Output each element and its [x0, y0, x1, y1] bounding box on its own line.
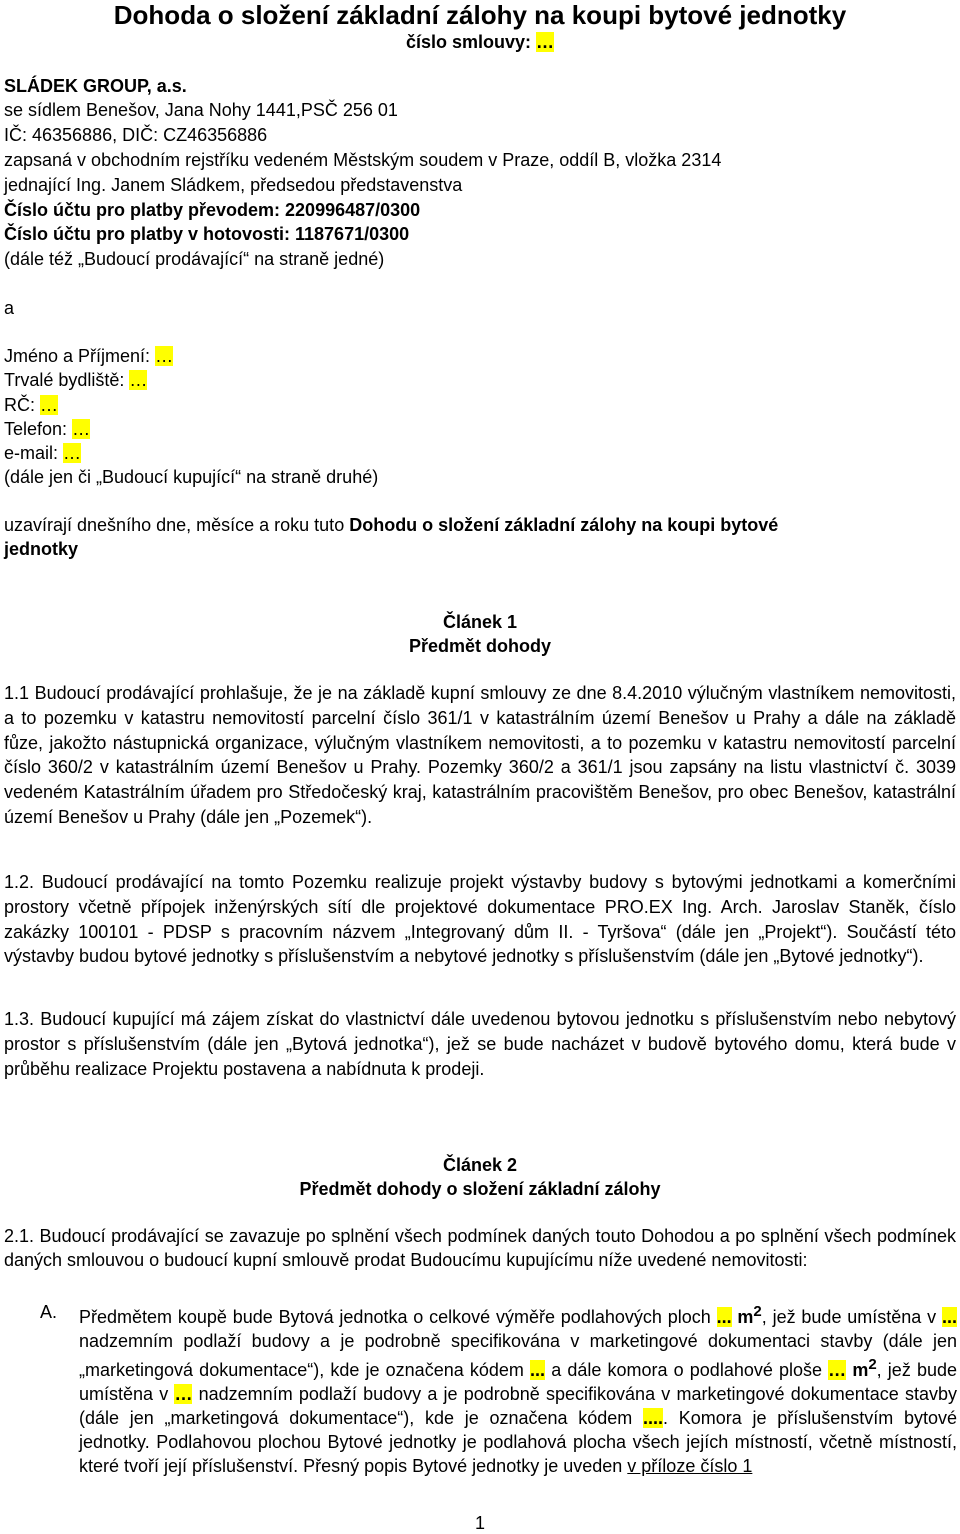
buyer-phone-placeholder: … [72, 419, 91, 439]
unit-sup-storage: 2 [868, 1356, 877, 1373]
and-word: a [4, 298, 15, 318]
contract-number-label: číslo smlouvy: [405, 32, 532, 52]
buyer-phone-label: Telefon: [4, 419, 68, 439]
item-a-part-3: nadzemním podlaží budovy a je podrobně specifikována v marketingové dokumentaci stavby (dále jen „marketingová dokumentace“), kde je označena kódem [79, 1331, 957, 1380]
intro-bold-title-end: jednotky [4, 539, 79, 559]
document-title: Dohoda o složení základní zálohy na koupi bytové jednotky [113, 0, 847, 30]
item-a-letter: A. [40, 1302, 58, 1322]
contract-number-placeholder: … [536, 32, 555, 52]
item-a-part-5: , jež bude umístěna v [79, 1360, 957, 1404]
buyer-email-label: e-mail: [4, 443, 59, 463]
article-2-label: Článek 2 [442, 1155, 518, 1175]
seller-name: SLÁDEK GROUP, a.s. [4, 76, 187, 96]
buyer-alias: (dále jen či „Budoucí kupující“ na straně druhé) [4, 467, 379, 487]
contract-number [0, 31, 960, 53]
unit-m2 [737, 1303, 762, 1327]
storage-floor-placeholder: … [174, 1384, 193, 1404]
item-a-part-4: a dále komora o podlahové ploše [551, 1360, 823, 1380]
item-a-part-1: Předmětem koupě bude Bytová jednotka o celkové výměře podlahových ploch [79, 1307, 711, 1327]
paragraph-2-1: 2.1. Budoucí prodávající se zavazuje po splnění všech podmínek daných touto Dohodou a po splnění všech podmínek daných smlouvou o budoucí kupní smlouvě prodat Budoucímu kupujícímu níže uvedené nemovitosti: [4, 1226, 956, 1270]
floor-placeholder: ... [941, 1307, 957, 1327]
page-number: 1 [474, 1513, 485, 1533]
item-a-part-6: nadzemním podlaží budovy a je podrobně specifikována v marketingové dokumentace stavby (dále jen „marketingová dokumentace“), kde je označena kódem [79, 1384, 957, 1428]
buyer-email-placeholder: … [63, 443, 82, 463]
seller-alias: (dále též „Budoucí prodávající“ na straně jedné) [4, 249, 385, 269]
seller-address: se sídlem Benešov, Jana Nohy 1441,PSČ 256 01 [4, 100, 398, 120]
intro-line [4, 513, 778, 537]
paragraph-1-3: 1.3. Budoucí kupující má zájem získat do vlastnictví dále uvedenou bytovou jednotku s příslušenstvím nebo nebytový prostor s příslušenstvím (dále jen „Bytová jednotka“), jež se bude nacházet v budově bytového domu, která bude v průběhu realizace Projektu postavena a nabídnuta k prodeji. [4, 1009, 956, 1079]
buyer-name-placeholder: … [155, 346, 174, 366]
unit-m2-storage [852, 1356, 877, 1380]
paragraph-1-2: 1.2. Budoucí prodávající na tomto Pozemku realizuje projekt výstavby budovy s bytovými jednotkami a komerčními prostory včetně přípojek inženýrských sítí dle projektové dokumentace PRO.EX Ing. Arch. Jaroslav Staněk, číslo zakázky 100101 - PDSP s pracovním názvem „Integrovaný dům II. - Tyršova“ (dále jen „Projekt“). Součástí této výstavby budou bytové jednotky s příslušenstvím a nebytové jednotky s příslušenstvím (dále jen „Bytové jednotky“). [4, 872, 956, 967]
article-2-title: Předmět dohody o složení základní zálohy [299, 1179, 661, 1199]
buyer-rc-row [4, 393, 58, 417]
unit-m: m [737, 1307, 754, 1327]
intro-bold-title: Dohodu o složení základní zálohy na koupi bytové [349, 515, 779, 535]
intro-text: uzavírají dnešního dne, měsíce a roku tuto [4, 515, 350, 535]
annex-1-reference: v příloze číslo 1 [627, 1456, 753, 1476]
storage-area-placeholder: … [828, 1360, 847, 1380]
unit-m-storage: m [852, 1360, 869, 1380]
seller-registry: zapsaná v obchodním rejstříku vedeném Městským soudem v Praze, oddíl B, vložka 2314 [4, 150, 722, 170]
seller-account-transfer: Číslo účtu pro platby převodem: 220996487/0300 [4, 200, 421, 220]
item-a-part-7: . Komora je příslušenstvím bytové jednotky. Podlahovou plochou Bytové jednotky je podlahová plocha všech jejích místností, včetně místností, které tvoří její příslušenství. Přesný popis Bytové jednotky je uveden [79, 1408, 957, 1476]
buyer-email-row [4, 441, 81, 465]
buyer-residence-row [4, 368, 147, 392]
seller-account-cash: Číslo účtu pro platby v hotovosti: 1187671/0300 [4, 224, 410, 244]
seller-representative: jednající Ing. Janem Sládkem, předsedou představenstva [4, 175, 463, 195]
buyer-rc-label: RČ: [4, 395, 35, 415]
buyer-name-row [4, 344, 173, 368]
article-1-label: Článek 1 [442, 612, 518, 632]
article-1-title: Předmět dohody [408, 636, 551, 656]
paragraph-1-1: 1.1 Budoucí prodávající prohlašuje, že je na základě kupní smlouvy ze dne 8.4.2010 výlučným vlastníkem nemovitosti, a to pozemku v katastru nemovitostí parcelní číslo 361/1 v katastrálním území Benešov u Prahy a dále na základě fůze, jakožto nástupnická organizace, výlučným vlastníkem nemovitosti, a to pozemku v katastru nemovitostí parcelní číslo 360/2 v katastrálním území Benešov u Prahy. Pozemky 360/2 a 361/1 jsou zapsány na listu vlastnictví č. 3039 vedeném Katastrálním úřadem pro Středočeský kraj, katastrálním pracovištěm Benešov, pro obec Benešov, katastrální území Benešov u Prahy (dále jen „Pozemek“). [4, 683, 956, 827]
code-placeholder: ... [530, 1360, 546, 1380]
buyer-rc-placeholder: … [40, 395, 59, 415]
area-placeholder: ... [716, 1307, 732, 1327]
item-a-text [79, 1300, 957, 1478]
buyer-name-label: Jméno a Příjmení: [4, 346, 151, 366]
seller-ids: IČ: 46356886, DIČ: CZ46356886 [4, 125, 268, 145]
buyer-residence-placeholder: … [129, 370, 148, 390]
buyer-residence-label: Trvalé bydliště: [4, 370, 125, 390]
item-a-part-2: , jež bude umístěna v [761, 1307, 937, 1327]
storage-code-placeholder: .... [643, 1408, 664, 1428]
unit-sup: 2 [753, 1303, 762, 1320]
buyer-phone-row [4, 417, 90, 441]
